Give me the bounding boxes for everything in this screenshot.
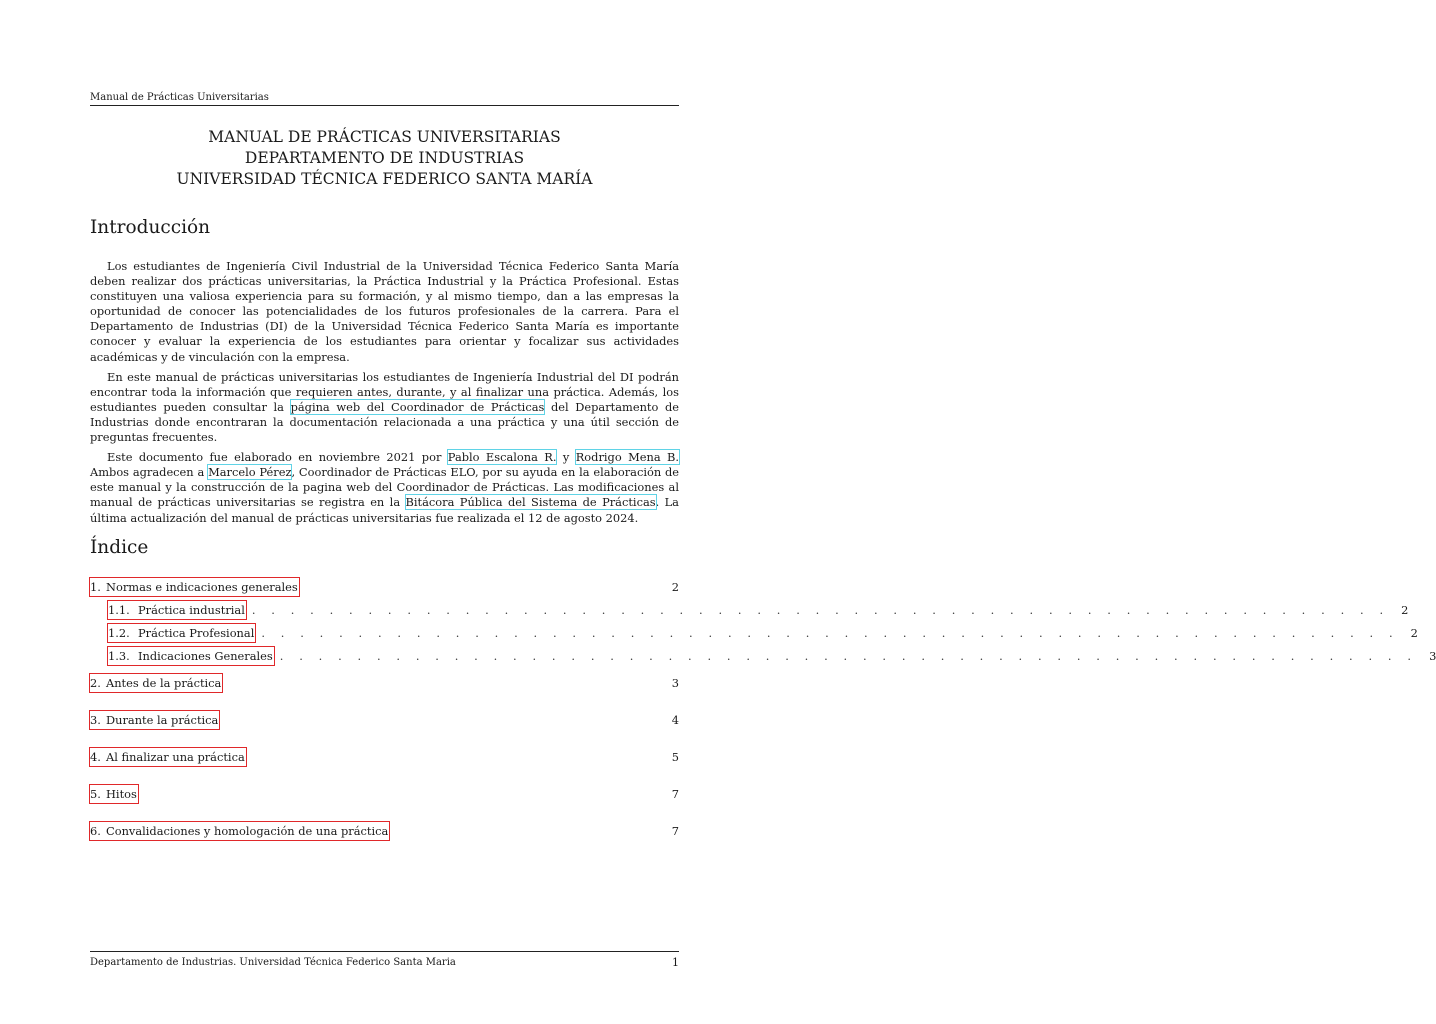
toc-page-number: 3 [1429,649,1436,663]
toc-entry-6 [90,822,679,859]
toc-link-1-2[interactable] [108,624,255,642]
intro-p3-text-b: y [556,450,576,465]
toc-title: Durante la práctica [106,713,219,727]
toc-title: Práctica industrial [138,603,245,617]
acknowledgement-link-perez[interactable]: Marcelo Pérez [208,465,292,480]
toc-title: Hitos [106,787,137,801]
toc-number: 1.1. [108,603,130,617]
toc-link-5[interactable] [90,785,138,803]
intro-p3-text-c: Ambos agradecen a [90,465,209,480]
coordinator-webpage-link[interactable]: página web del Coordinador de Prácticas [290,399,545,414]
toc-link-2[interactable] [90,674,222,692]
toc-entry-1-1 [90,601,1409,624]
toc-page-number: 7 [671,787,679,801]
toc-number: 1.3. [108,649,130,663]
footer-rule [90,951,679,952]
bitacora-link[interactable]: Bitácora Pública del Sistema de Prácticas [405,495,656,510]
toc-page-number: 2 [671,580,679,594]
toc-number: 3. [90,713,101,727]
table-of-contents [90,578,1436,859]
toc-page-number: 5 [671,750,679,764]
author-link-mena[interactable]: Rodrigo Mena B. [575,450,679,465]
toc-title: Normas e indicaciones generales [106,580,298,594]
toc-title: Convalidaciones y homologación de una práctica [106,824,389,838]
intro-paragraph-2 [90,370,679,445]
toc-link-1-3[interactable] [108,647,274,665]
intro-p3-text-d: , Coordinador de Prácticas ELO, por su ayuda en la elaboración de este manual y la construcción de la pagina web del Coordinador de Prácticas. Las modificaciones al manual de prácticas universitarias se registra en la [90,465,679,510]
toc-link-3[interactable] [90,711,219,729]
toc-number: 4. [90,750,101,764]
toc-number: 1. [90,580,101,594]
toc-page-number: 7 [671,824,679,838]
toc-title: Al finalizar una práctica [106,750,245,764]
toc-entry-1-2 [90,624,1418,647]
toc-page-number: 3 [671,676,679,690]
intro-p3-text-a: Este documento fue elaborado en noviembre 2021 por [107,450,448,465]
running-header: Manual de Prácticas Universitarias [90,92,269,103]
title-line-3: UNIVERSIDAD TÉCNICA FEDERICO SANTA MARÍA [176,170,593,188]
toc-leader-dots: . . . . . . . . . . . . . . . . . . . . . . . . . . . . . . . . . . . . . . . . . . . . . . . . . . . . . . . . . . . [261,626,1399,640]
intro-paragraph-1: Los estudiantes de Ingeniería Civil Industrial de la Universidad Técnica Federico Santa María deben realizar dos prácticas universitarias, la Práctica Industrial y la Práctica Profesional. Estas constituyen una valiosa experiencia para su formación, y al mismo tiempo, dan a las empresas la oportunidad de conocer las potencialidades de los futuros profesionales de la carrera. Para el Departamento de Industrias (DI) de la Universidad Técnica Federico Santa María es importante conocer y evaluar la experiencia de los estudiantes para orientar y focalizar sus actividades académicas y de vinculación con la empresa. [90,259,679,364]
intro-p2-text-b: del Departamento de Industrias donde encontraran la documentación relacionada a una práctica y una útil sección de preguntas frecuentes. [90,399,680,445]
toc-heading: Índice [90,537,149,558]
toc-link-1[interactable] [90,578,299,596]
toc-page-number: 2 [1401,603,1409,617]
toc-number: 5. [90,787,101,801]
toc-number: 6. [90,824,101,838]
intro-body [90,259,679,531]
toc-entry-4 [90,748,679,785]
toc-entry-2 [90,674,679,711]
document-page [90,0,1436,1024]
toc-leader-dots: . . . . . . . . . . . . . . . . . . . . . . . . . . . . . . . . . . . . . . . . . . . . . . . . . . . . . . . . . . . [279,649,1418,663]
toc-entry-5 [90,785,679,822]
intro-heading: Introducción [90,217,211,238]
toc-entry-3 [90,711,679,748]
toc-page-number: 4 [671,713,679,727]
intro-p2-text-a: En este manual de prácticas universitarias los estudiantes de Ingeniería Industrial del DI podrán encontrar toda la información que requieren antes, durante, y al finalizar una práctica. Además, los estudiantes pueden consultar la [90,369,679,414]
toc-leader-dots: . . . . . . . . . . . . . . . . . . . . . . . . . . . . . . . . . . . . . . . . . . . . . . . . . . . . . . . . . . . [251,603,1390,617]
toc-title: Indicaciones Generales [138,649,273,663]
toc-number: 2. [90,676,101,690]
toc-entry-1 [90,578,679,601]
toc-title: Práctica Profesional [138,626,255,640]
intro-paragraph-3 [90,450,679,525]
header-rule [90,105,679,106]
toc-entry-1-3 [90,647,1436,674]
toc-link-6[interactable] [90,822,389,840]
toc-title: Antes de la práctica [106,676,222,690]
intro-p3-text-e: . La última actualización del manual de prácticas universitarias fue realizada el 12 de agosto 2024. [90,495,679,525]
toc-link-1-1[interactable] [108,601,246,619]
title-line-2: DEPARTAMENTO DE INDUSTRIAS [244,149,525,167]
document-title [90,127,679,190]
toc-link-4[interactable] [90,748,246,766]
toc-number: 1.2. [108,626,130,640]
author-link-escalona[interactable]: Pablo Escalona R. [447,450,557,465]
title-line-1: MANUAL DE PRÁCTICAS UNIVERSITARIAS [208,128,561,146]
running-footer: Departamento de Industrias. Universidad Técnica Federico Santa Maria [90,957,456,968]
toc-page-number: 2 [1410,626,1418,640]
page-number: 1 [672,956,679,969]
